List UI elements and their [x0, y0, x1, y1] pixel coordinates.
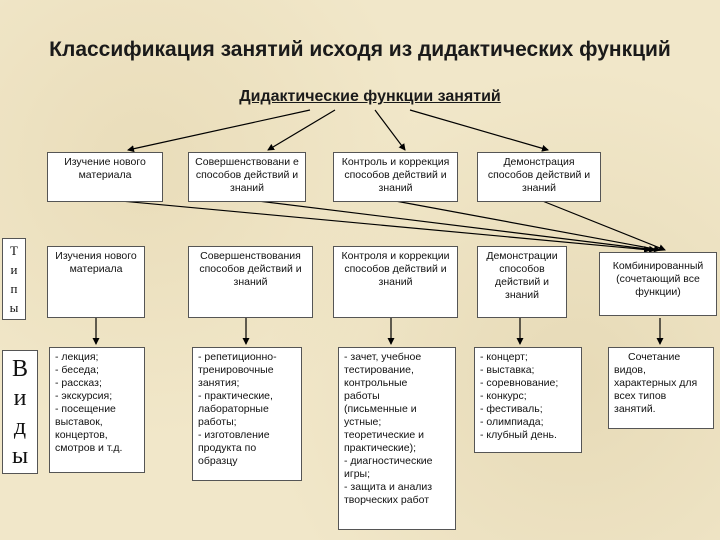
type-box-1: Изучения нового материала: [47, 246, 145, 318]
function-box-2: Совершенствовани е способов действий и знаний: [188, 152, 306, 202]
kinds-3-line: - диагностические: [344, 455, 433, 467]
arrow-f2-combined: [250, 200, 655, 250]
kinds-2-line: лабораторные: [198, 403, 269, 415]
kinds-2-line: тренировочные: [198, 364, 274, 376]
arrow-to-function-3: [375, 110, 405, 150]
kinds-letter-3: д: [13, 414, 27, 440]
kinds-4-line: - фестиваль;: [480, 403, 543, 415]
kinds-letter-1: В: [11, 356, 28, 382]
kinds-4-line: - конкурс;: [480, 390, 527, 402]
kinds-list-1: [49, 347, 145, 473]
kinds-3-line: творческих работ: [344, 494, 430, 506]
kinds-1-line: - экскурсия;: [55, 390, 113, 402]
kinds-3-line: теоретические и: [344, 429, 425, 441]
kinds-5-line: характерных для: [614, 377, 698, 389]
arrow-f3-combined: [390, 200, 660, 250]
kinds-2-line: - изготовление: [198, 429, 270, 441]
kinds-1-line: - рассказ;: [55, 377, 102, 389]
kinds-5-line: занятий.: [614, 403, 656, 415]
kinds-3-line: игры;: [344, 468, 370, 480]
kinds-letter-2: и: [13, 385, 27, 411]
arrow-f4-combined: [540, 200, 665, 250]
kinds-1-line: - посещение: [55, 403, 116, 415]
kinds-2-line: - репетиционно-: [198, 351, 277, 363]
kinds-letter-4: ы: [11, 443, 29, 469]
kinds-list-3: [338, 347, 456, 530]
kinds-list-5: [608, 347, 714, 429]
types-letter-4: ы: [9, 300, 19, 315]
kinds-3-line: - зачет, учебное: [344, 351, 422, 363]
kinds-3-line: контрольные: [344, 377, 408, 389]
kinds-2-line: продукта по: [198, 442, 257, 454]
arrow-to-function-4: [410, 110, 548, 150]
kinds-2-line: - практические,: [198, 390, 273, 402]
type-box-5: Комбинированный (сочетающий все функции): [599, 252, 717, 316]
kinds-5-line: Сочетание: [628, 351, 681, 363]
kinds-side-label: [2, 350, 38, 474]
function-box-4: Демонстрация способов действий и знаний: [477, 152, 601, 202]
types-side-label: [2, 238, 26, 320]
kinds-4-line: - олимпиада;: [480, 416, 544, 428]
kinds-3-line: тестирование,: [344, 364, 414, 376]
kinds-list-2: [192, 347, 302, 481]
types-letter-2: и: [10, 262, 18, 277]
kinds-4-line: - выставка;: [480, 364, 535, 376]
kinds-3-line: (письменные и: [344, 403, 417, 415]
kinds-5-line: всех типов: [614, 390, 667, 402]
kinds-3-line: практические);: [344, 442, 417, 454]
kinds-4-line: - клубный день.: [480, 429, 557, 441]
kinds-4-line: - соревнование;: [480, 377, 559, 389]
kinds-3-line: устные;: [344, 416, 382, 428]
kinds-1-line: - беседа;: [55, 364, 99, 376]
kinds-2-line: занятия;: [198, 377, 240, 389]
kinds-1-line: смотров и т.д.: [55, 442, 123, 454]
page-title: Классификация занятий исходя из дидактических функций: [49, 38, 671, 61]
kinds-1-line: - лекция;: [55, 351, 99, 363]
diagram-subtitle: Дидактические функции занятий: [239, 88, 501, 105]
kinds-2-line: образцу: [198, 455, 238, 467]
arrow-to-function-1: [128, 110, 310, 150]
arrow-to-function-2: [268, 110, 335, 150]
kinds-5-line: видов,: [614, 364, 646, 376]
kinds-3-line: работы: [344, 390, 380, 402]
kinds-1-line: выставок,: [55, 416, 103, 428]
type-box-4: Демонстрации способов действий и знаний: [477, 246, 567, 318]
type-box-3: Контроля и коррекции способов действий и знаний: [333, 246, 458, 318]
kinds-2-line: работы;: [198, 416, 237, 428]
kinds-1-line: концертов,: [55, 429, 108, 441]
kinds-4-line: - концерт;: [480, 351, 528, 363]
function-box-1: Изучение нового материала: [47, 152, 163, 202]
types-letter-3: п: [10, 281, 18, 296]
types-letter-1: Т: [10, 243, 18, 258]
type-box-2: Совершенствования способов действий и знаний: [188, 246, 313, 318]
kinds-3-line: - защита и анализ: [344, 481, 433, 493]
function-box-3: Контроль и коррекция способов действий и знаний: [333, 152, 458, 202]
arrow-f1-combined: [110, 200, 650, 250]
kinds-list-4: [474, 347, 582, 453]
